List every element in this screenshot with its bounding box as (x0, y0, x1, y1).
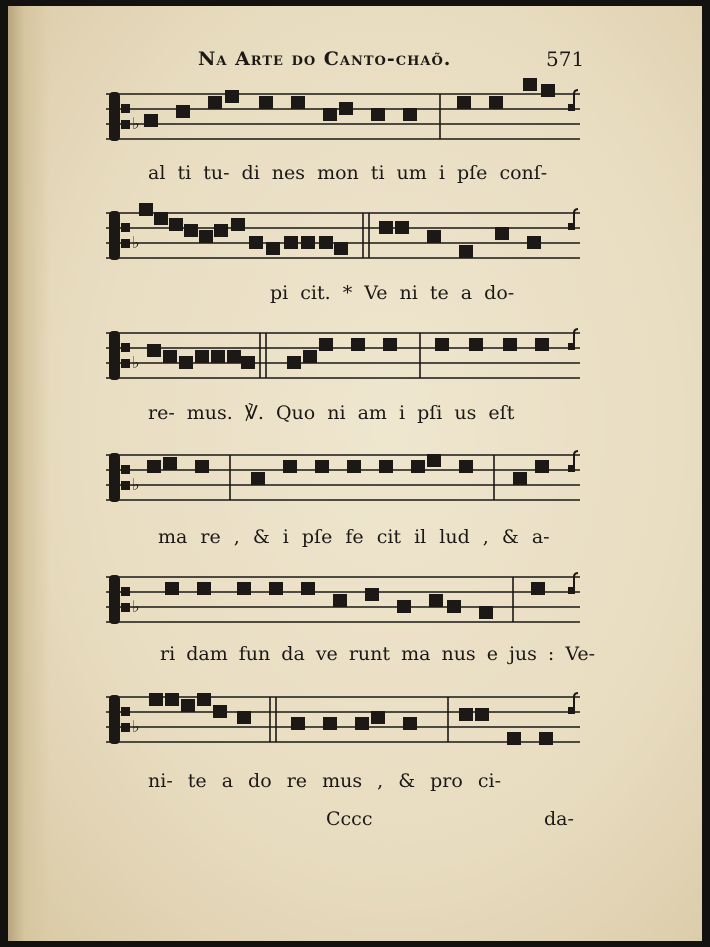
neume-note (459, 245, 473, 258)
flat-sign-icon: ♭ (132, 233, 140, 252)
neume-note (371, 711, 385, 724)
flat-sign-icon: ♭ (132, 597, 140, 616)
neume-note (339, 102, 353, 115)
neume-note (447, 600, 461, 613)
c-clef-icon (121, 120, 130, 129)
neume-note (181, 699, 195, 712)
neume-note (475, 708, 489, 721)
neume-note (507, 732, 521, 745)
custos-icon (568, 707, 575, 714)
neume-note (535, 338, 549, 351)
c-clef-icon (121, 239, 130, 248)
neume-note (355, 717, 369, 730)
custos-icon (568, 343, 575, 350)
neume-note (323, 717, 337, 730)
neume-note (503, 338, 517, 351)
neume-note (411, 460, 425, 473)
page-number: 571 (546, 47, 585, 71)
c-clef-icon (109, 211, 120, 260)
neume-note (197, 582, 211, 595)
neume-note (284, 236, 298, 249)
signature-mark: Cccc (326, 808, 373, 830)
book-page (8, 6, 702, 941)
neume-note (227, 350, 241, 363)
neume-note (165, 693, 179, 706)
neume-note (303, 350, 317, 363)
neume-note (379, 460, 393, 473)
neume-note (333, 594, 347, 607)
c-clef-icon (109, 92, 120, 141)
neume-note (383, 338, 397, 351)
neume-note (214, 224, 228, 237)
neume-note (241, 356, 255, 369)
neume-note (365, 588, 379, 601)
neume-note (291, 717, 305, 730)
c-clef-icon (121, 587, 130, 596)
neume-note (195, 460, 209, 473)
neume-note (495, 227, 509, 240)
c-clef-icon (121, 603, 130, 612)
neume-note (523, 78, 537, 91)
neume-note (287, 356, 301, 369)
flat-sign-icon: ♭ (132, 114, 140, 133)
neume-note (237, 582, 251, 595)
lyric-line-2: pi cit. * Ve ni te a do- (270, 282, 515, 304)
neume-note (269, 582, 283, 595)
neume-note (301, 582, 315, 595)
c-clef-icon (109, 695, 120, 744)
neume-note (176, 105, 190, 118)
flat-sign-icon: ♭ (132, 717, 140, 736)
flat-sign-icon: ♭ (132, 353, 140, 372)
neume-note (291, 96, 305, 109)
neume-note (208, 96, 222, 109)
neume-note (149, 693, 163, 706)
c-clef-icon (109, 575, 120, 624)
c-clef-icon (121, 223, 130, 232)
neume-note (154, 212, 168, 225)
neume-note (147, 460, 161, 473)
neume-note (435, 338, 449, 351)
c-clef-icon (121, 343, 130, 352)
neume-note (249, 236, 263, 249)
neume-note (259, 96, 273, 109)
custos-icon (568, 465, 575, 472)
neume-note (513, 472, 527, 485)
neume-note (197, 693, 211, 706)
neume-note (459, 708, 473, 721)
neume-note (315, 460, 329, 473)
neume-note (147, 344, 161, 357)
flat-sign-icon: ♭ (132, 475, 140, 494)
custos-icon (568, 587, 575, 594)
neume-note (334, 242, 348, 255)
neume-note (535, 460, 549, 473)
neume-note (184, 224, 198, 237)
neume-note (379, 221, 393, 234)
neume-note (541, 84, 555, 97)
c-clef-icon (121, 104, 130, 113)
chant-notation (8, 6, 702, 941)
neume-note (169, 218, 183, 231)
custos-icon (568, 104, 575, 111)
lyric-line-5: ri dam fun da ve runt ma nus e jus : Ve- (160, 643, 595, 665)
lyric-line-4: ma re , & i pſe fe cit il lud , & a- (158, 526, 550, 548)
neume-note (179, 356, 193, 369)
c-clef-icon (121, 465, 130, 474)
neume-note (319, 338, 333, 351)
neume-note (225, 90, 239, 103)
neume-note (395, 221, 409, 234)
neume-note (251, 472, 265, 485)
lyric-line-3: re- mus. ℣. Quo ni am i pſi us eſt (148, 402, 515, 424)
c-clef-icon (121, 359, 130, 368)
neume-note (403, 108, 417, 121)
neume-note (457, 96, 471, 109)
neume-note (531, 582, 545, 595)
neume-note (527, 236, 541, 249)
lyric-line-1: al ti tu- di nes mon ti um i pſe conſ- (148, 162, 548, 184)
neume-note (323, 108, 337, 121)
neume-note (397, 600, 411, 613)
neume-note (163, 350, 177, 363)
neume-note (301, 236, 315, 249)
neume-note (237, 711, 251, 724)
neume-note (479, 606, 493, 619)
lyric-line-6: ni- te a do re mus , & pro ci- (148, 770, 502, 792)
neume-note (371, 108, 385, 121)
neume-note (489, 96, 503, 109)
neume-note (283, 460, 297, 473)
neume-note (429, 594, 443, 607)
neume-note (266, 242, 280, 255)
neume-note (231, 218, 245, 231)
neume-note (427, 230, 441, 243)
neume-note (213, 705, 227, 718)
neume-note (403, 717, 417, 730)
custos-icon (568, 223, 575, 230)
neume-note (139, 203, 153, 216)
neume-note (199, 230, 213, 243)
running-header: Na Arte do Canto-chaõ. (198, 48, 452, 70)
c-clef-icon (109, 331, 120, 380)
neume-note (163, 457, 177, 470)
neume-note (211, 350, 225, 363)
c-clef-icon (121, 723, 130, 732)
neume-note (144, 114, 158, 127)
neume-note (319, 236, 333, 249)
neume-note (351, 338, 365, 351)
c-clef-icon (109, 453, 120, 502)
c-clef-icon (121, 707, 130, 716)
neume-note (195, 350, 209, 363)
neume-note (459, 460, 473, 473)
neume-note (427, 454, 441, 467)
neume-note (469, 338, 483, 351)
neume-note (165, 582, 179, 595)
neume-note (347, 460, 361, 473)
neume-note (539, 732, 553, 745)
catchword: da- (544, 808, 574, 830)
c-clef-icon (121, 481, 130, 490)
